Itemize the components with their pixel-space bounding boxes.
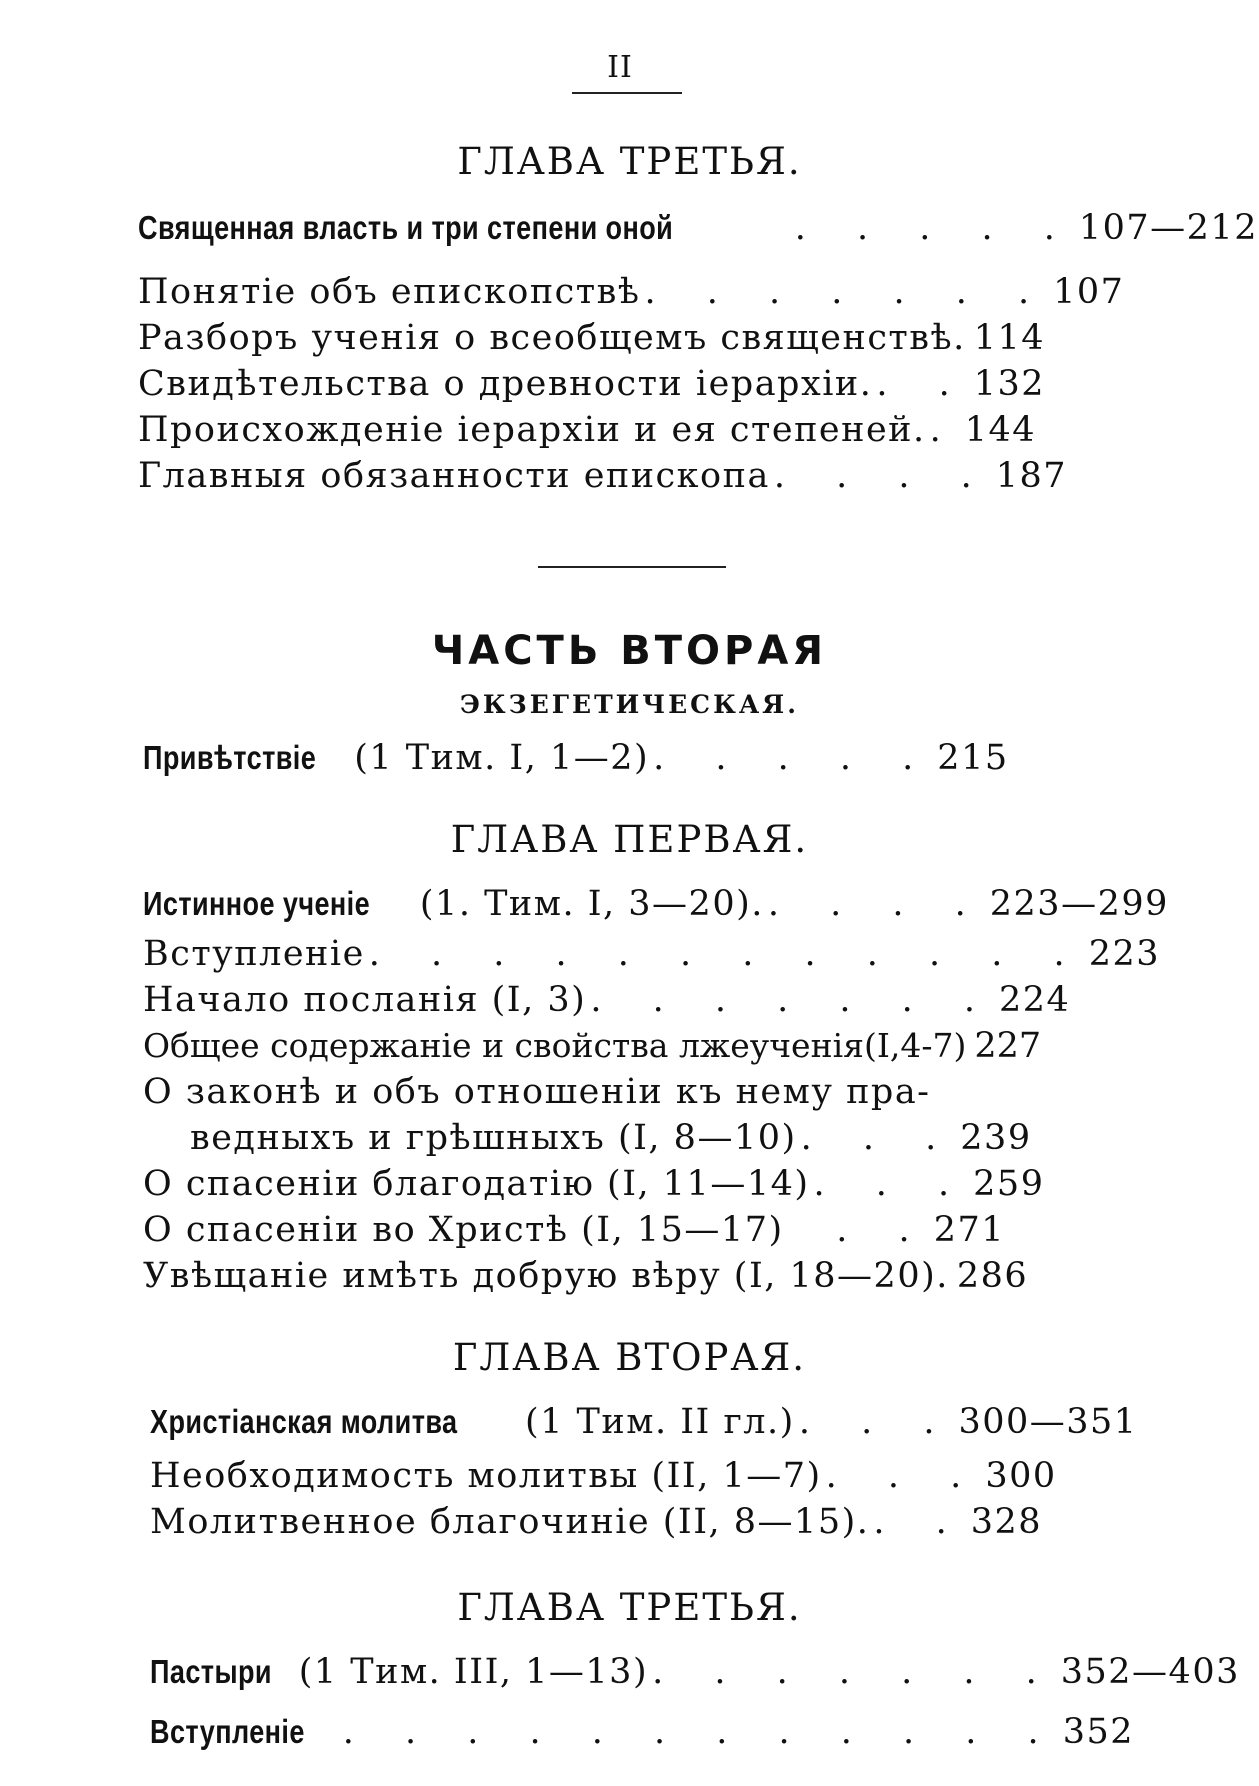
toc-entry-line: О законѣ и объ отношеніи къ нему пра-: [143, 1072, 931, 1112]
toc-main-entry[interactable]: [143, 884, 1169, 924]
entry-page: 224: [998, 980, 1071, 1020]
entry-page: 239: [960, 1118, 1032, 1158]
entry-title: Начало посланія (I, 3): [143, 980, 587, 1020]
toc-entry[interactable]: [143, 934, 1160, 974]
section-divider: [538, 566, 726, 568]
toc-main-entry[interactable]: [150, 1712, 1134, 1752]
entry-reference: (1 Тим. II гл.): [525, 1402, 795, 1442]
leader-dots: . . . . . . .: [652, 1652, 1057, 1692]
toc-entry[interactable]: [190, 1118, 1032, 1158]
toc-main-entry[interactable]: [143, 738, 1009, 778]
entry-title: Увѣщаніе имѣть добрую вѣру (I, 18—20).: [143, 1256, 949, 1296]
part-title: ЧАСТЬ ВТОРАЯ: [431, 628, 828, 674]
leader-dots: . .: [836, 1210, 930, 1250]
entry-reference: (1. Тим. I, 3—20).: [419, 884, 764, 924]
entry-title: Истинное ученіе: [143, 885, 371, 922]
toc-entry[interactable]: [143, 1256, 1029, 1296]
entry-page: 107: [1053, 272, 1125, 312]
part-subtitle: ЭКЗЕГЕТИЧЕСКАЯ.: [460, 690, 799, 719]
entry-title: Главныя обязанности епископа: [138, 456, 770, 496]
toc-main-entry[interactable]: [150, 1652, 1240, 1692]
entry-reference: (1 Тим. I, 1—2): [354, 738, 650, 778]
leader-dots: . . .: [825, 1456, 982, 1496]
chapter-heading: ГЛАВА ТРЕТЬЯ.: [457, 140, 802, 183]
entry-title: Происхожденіе іерархіи и ея степеней.: [138, 410, 926, 450]
toc-entry[interactable]: [150, 1456, 1057, 1496]
leader-dots: . .: [873, 1502, 967, 1542]
toc-entry[interactable]: [143, 980, 1071, 1020]
toc-entry[interactable]: [143, 1164, 1045, 1204]
entry-page: 300: [985, 1456, 1057, 1496]
toc-entry[interactable]: [150, 1502, 1043, 1542]
entry-page: 271: [933, 1210, 1005, 1250]
entry-page: 223: [1088, 934, 1160, 974]
entry-title: Священная власть и три степени оной: [138, 209, 674, 246]
entry-title: Христіанская молитва: [150, 1403, 458, 1440]
entry-page: 328: [970, 1502, 1043, 1542]
leader-dots: . . .: [800, 1118, 957, 1158]
entry-page: 352: [1062, 1712, 1134, 1752]
toc-entry[interactable]: [138, 410, 1037, 450]
toc-entry[interactable]: [138, 318, 1046, 358]
entry-title: Общее содержаніе и свойства лжеученія(I,4-7): [143, 1026, 967, 1065]
entry-page: 352—403: [1060, 1652, 1240, 1692]
toc-main-entry[interactable]: [138, 208, 1258, 248]
leader-dots: . . .: [813, 1164, 970, 1204]
entry-page: 107—212: [1078, 208, 1258, 248]
page-number: II: [607, 50, 633, 85]
leader-dots: . . . . . . .: [590, 980, 995, 1020]
leader-dots: .: [929, 410, 961, 450]
entry-page: 300—351: [958, 1402, 1138, 1442]
entry-page: 132: [973, 364, 1046, 404]
entry-page: 227: [974, 1026, 1042, 1066]
toc-entry[interactable]: [143, 1210, 1005, 1250]
entry-title: ведныхъ и грѣшныхъ (I, 8—10): [190, 1118, 797, 1158]
leader-dots: . . . . .: [653, 738, 934, 778]
leader-dots: . . . .: [773, 456, 992, 496]
toc-entry[interactable]: [143, 1026, 1042, 1066]
chapter-heading: ГЛАВА ТРЕТЬЯ.: [457, 1586, 802, 1629]
chapter-heading: ГЛАВА ВТОРАЯ.: [452, 1336, 807, 1379]
toc-entry[interactable]: [138, 364, 1046, 404]
leader-dots: . . . . .: [794, 208, 1075, 248]
entry-title: Вступленіе: [143, 934, 365, 974]
entry-title: Свидѣтельства о древности іерархіи.: [138, 364, 873, 404]
chapter-heading: ГЛАВА ПЕРВАЯ.: [450, 818, 809, 861]
leader-dots: . . . . . . . . . . . .: [342, 1712, 1059, 1752]
entry-reference: (1 Тим. III, 1—13): [298, 1652, 649, 1692]
entry-title: Понятіе объ епископствѣ: [138, 272, 641, 312]
entry-page: 114: [973, 318, 1046, 358]
entry-title: О спасеніи во Христѣ (I, 15—17): [143, 1210, 784, 1250]
entry-title: Молитвенное благочиніе (II, 8—15).: [150, 1502, 870, 1542]
leader-dots: . . . .: [767, 884, 986, 924]
entry-page: 215: [937, 738, 1009, 778]
leader-dots: . .: [876, 364, 970, 404]
entry-page: 223—299: [989, 884, 1169, 924]
entry-title: Привѣтствіе: [143, 739, 317, 776]
entry-title: Вступленіе: [150, 1713, 305, 1750]
leader-dots: . . . . . . . . . . . .: [368, 934, 1085, 974]
entry-title: О спасеніи благодатію (I, 11—14): [143, 1164, 810, 1204]
entry-page: 187: [995, 456, 1068, 496]
toc-entry[interactable]: [138, 456, 1068, 496]
entry-page: 144: [964, 410, 1037, 450]
leader-dots: . . .: [798, 1402, 955, 1442]
entry-title: Пастыри: [150, 1653, 272, 1690]
entry-title: Необходимость молитвы (II, 1—7): [150, 1456, 822, 1496]
entry-page: 259: [973, 1164, 1045, 1204]
toc-main-entry[interactable]: [150, 1402, 1138, 1442]
page-number-rule: [572, 92, 682, 94]
leader-dots: . . . . . . .: [644, 272, 1050, 312]
toc-entry[interactable]: [138, 272, 1125, 312]
entry-page: 286: [956, 1256, 1029, 1296]
entry-title: Разборъ ученія о всеобщемъ священствѣ.: [138, 318, 966, 358]
